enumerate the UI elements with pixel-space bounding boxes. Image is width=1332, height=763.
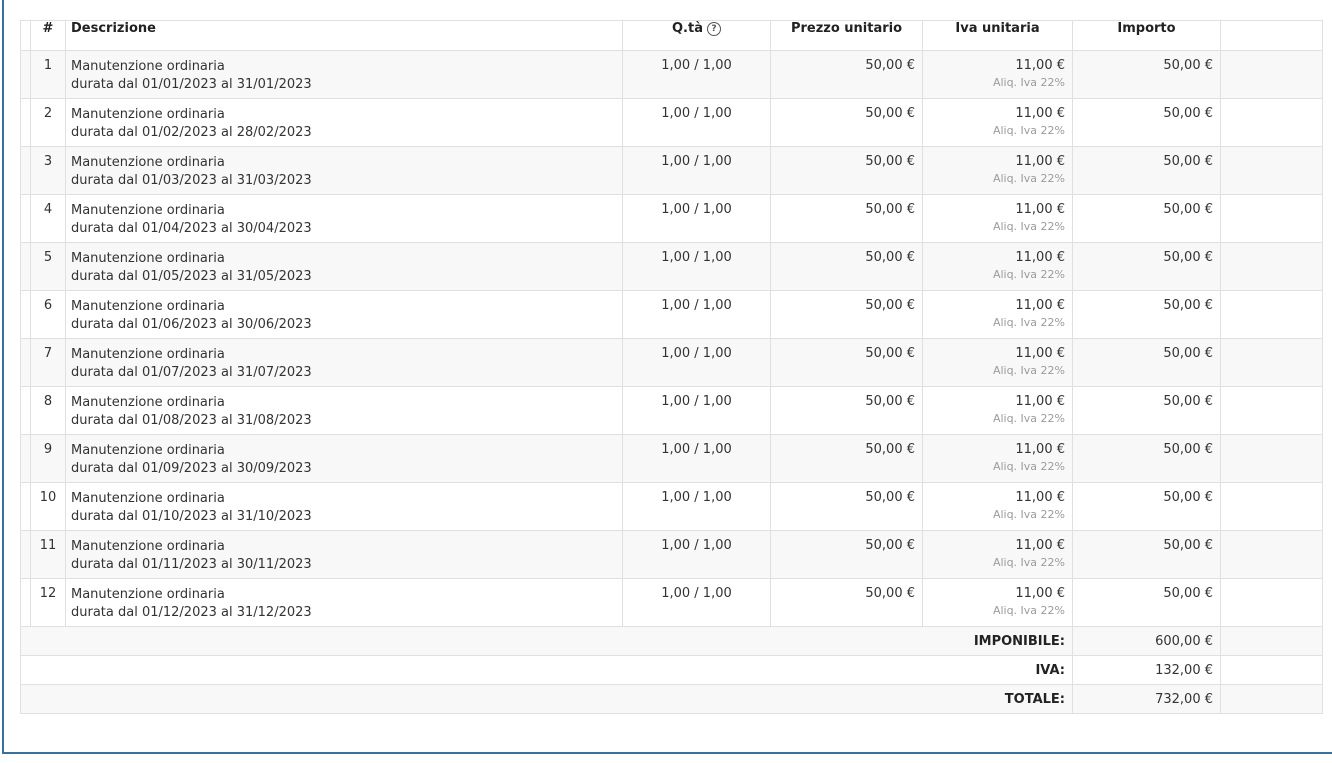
amount-cell: 50,00 €	[1073, 291, 1221, 339]
table-row	[21, 339, 1323, 387]
line-duration: durata dal 01/02/2023 al 28/02/2023	[71, 125, 312, 140]
unit-vat-cell	[923, 579, 1073, 627]
line-duration: durata dal 01/06/2023 al 30/06/2023	[71, 317, 312, 332]
row-actions-cell	[1221, 243, 1323, 291]
row-number: 7	[31, 339, 66, 387]
line-description: Manutenzione ordinaria	[71, 347, 225, 362]
unit-vat-cell	[923, 339, 1073, 387]
unit-price-cell: 50,00 €	[771, 483, 923, 531]
row-actions-cell	[1221, 483, 1323, 531]
row-spacer-cell	[21, 339, 31, 387]
unit-vat-amount: 11,00 €	[1015, 394, 1065, 409]
total-actions-cell	[1221, 627, 1323, 656]
line-description: Manutenzione ordinaria	[71, 59, 225, 74]
row-spacer-cell	[21, 195, 31, 243]
subtotal-label: IMPONIBILE:	[21, 627, 1073, 656]
row-number: 4	[31, 195, 66, 243]
header-unit-vat: Iva unitaria	[923, 21, 1073, 51]
row-actions-cell	[1221, 531, 1323, 579]
vat-rate-label: Aliq. Iva 22%	[992, 460, 1065, 473]
vat-rate-label: Aliq. Iva 22%	[992, 124, 1065, 137]
row-number: 9	[31, 435, 66, 483]
unit-vat-amount: 11,00 €	[1015, 490, 1065, 505]
description-cell	[66, 339, 623, 387]
table-row	[21, 99, 1323, 147]
unit-vat-cell	[923, 195, 1073, 243]
vat-rate-label: Aliq. Iva 22%	[992, 508, 1065, 521]
table-row	[21, 51, 1323, 99]
row-spacer-cell	[21, 531, 31, 579]
grand-total-label: TOTALE:	[21, 685, 1073, 714]
invoice-lines-table	[20, 20, 1323, 714]
row-number: 3	[31, 147, 66, 195]
description-cell	[66, 99, 623, 147]
row-actions-cell	[1221, 99, 1323, 147]
line-duration: durata dal 01/07/2023 al 31/07/2023	[71, 365, 312, 380]
line-description: Manutenzione ordinaria	[71, 155, 225, 170]
line-description: Manutenzione ordinaria	[71, 203, 225, 218]
total-actions-cell	[1221, 685, 1323, 714]
unit-vat-cell	[923, 243, 1073, 291]
row-spacer-cell	[21, 51, 31, 99]
unit-vat-cell	[923, 51, 1073, 99]
row-number: 11	[31, 531, 66, 579]
description-cell	[66, 195, 623, 243]
qty-cell: 1,00 / 1,00	[623, 387, 771, 435]
header-line-number: #	[31, 21, 66, 51]
table-row	[21, 531, 1323, 579]
unit-price-cell: 50,00 €	[771, 51, 923, 99]
vat-rate-label: Aliq. Iva 22%	[992, 220, 1065, 233]
line-duration: durata dal 01/09/2023 al 30/09/2023	[71, 461, 312, 476]
row-number: 8	[31, 387, 66, 435]
grand-total-row	[21, 685, 1323, 714]
qty-cell: 1,00 / 1,00	[623, 291, 771, 339]
subtotal-row	[21, 627, 1323, 656]
unit-vat-amount: 11,00 €	[1015, 106, 1065, 121]
unit-vat-cell	[923, 483, 1073, 531]
qty-cell: 1,00 / 1,00	[623, 435, 771, 483]
header-unit-price: Prezzo unitario	[771, 21, 923, 51]
subtotal-value: 600,00 €	[1073, 627, 1221, 656]
description-cell	[66, 531, 623, 579]
unit-price-cell: 50,00 €	[771, 339, 923, 387]
table-row	[21, 387, 1323, 435]
amount-cell: 50,00 €	[1073, 99, 1221, 147]
vat-rate-label: Aliq. Iva 22%	[992, 364, 1065, 377]
unit-price-cell: 50,00 €	[771, 99, 923, 147]
unit-price-cell: 50,00 €	[771, 195, 923, 243]
vat-rate-label: Aliq. Iva 22%	[992, 316, 1065, 329]
unit-price-cell: 50,00 €	[771, 147, 923, 195]
row-spacer-cell	[21, 147, 31, 195]
unit-vat-cell	[923, 147, 1073, 195]
unit-price-cell: 50,00 €	[771, 579, 923, 627]
line-description: Manutenzione ordinaria	[71, 107, 225, 122]
description-cell	[66, 387, 623, 435]
row-number: 2	[31, 99, 66, 147]
amount-cell: 50,00 €	[1073, 51, 1221, 99]
description-cell	[66, 291, 623, 339]
qty-cell: 1,00 / 1,00	[623, 243, 771, 291]
description-cell	[66, 579, 623, 627]
table-row	[21, 243, 1323, 291]
description-cell	[66, 243, 623, 291]
unit-vat-amount: 11,00 €	[1015, 346, 1065, 361]
row-spacer-cell	[21, 291, 31, 339]
amount-cell: 50,00 €	[1073, 483, 1221, 531]
qty-cell: 1,00 / 1,00	[623, 99, 771, 147]
row-number: 5	[31, 243, 66, 291]
unit-vat-amount: 11,00 €	[1015, 202, 1065, 217]
help-icon[interactable]: ?	[707, 22, 721, 36]
header-qty-label: Q.tà	[672, 21, 703, 36]
header-description: Descrizione	[66, 21, 623, 51]
amount-cell: 50,00 €	[1073, 531, 1221, 579]
table-row	[21, 195, 1323, 243]
qty-cell: 1,00 / 1,00	[623, 483, 771, 531]
qty-cell: 1,00 / 1,00	[623, 195, 771, 243]
unit-vat-cell	[923, 531, 1073, 579]
unit-vat-amount: 11,00 €	[1015, 298, 1065, 313]
description-cell	[66, 147, 623, 195]
line-description: Manutenzione ordinaria	[71, 251, 225, 266]
unit-price-cell: 50,00 €	[771, 291, 923, 339]
qty-cell: 1,00 / 1,00	[623, 579, 771, 627]
line-duration: durata dal 01/11/2023 al 30/11/2023	[71, 557, 312, 572]
row-actions-cell	[1221, 291, 1323, 339]
row-spacer-cell	[21, 387, 31, 435]
vat-rate-label: Aliq. Iva 22%	[992, 604, 1065, 617]
table-row	[21, 147, 1323, 195]
line-duration: durata dal 01/04/2023 al 30/04/2023	[71, 221, 312, 236]
amount-cell: 50,00 €	[1073, 339, 1221, 387]
amount-cell: 50,00 €	[1073, 243, 1221, 291]
unit-price-cell: 50,00 €	[771, 435, 923, 483]
line-duration: durata dal 01/05/2023 al 31/05/2023	[71, 269, 312, 284]
total-actions-cell	[1221, 656, 1323, 685]
table-row	[21, 483, 1323, 531]
qty-cell: 1,00 / 1,00	[623, 147, 771, 195]
table-row	[21, 435, 1323, 483]
unit-vat-amount: 11,00 €	[1015, 58, 1065, 73]
header-amount: Importo	[1073, 21, 1221, 51]
row-spacer-cell	[21, 243, 31, 291]
vat-total-label: IVA:	[21, 656, 1073, 685]
line-duration: durata dal 01/01/2023 al 31/01/2023	[71, 77, 312, 92]
row-number: 12	[31, 579, 66, 627]
line-description: Manutenzione ordinaria	[71, 587, 225, 602]
vat-rate-label: Aliq. Iva 22%	[992, 268, 1065, 281]
qty-cell: 1,00 / 1,00	[623, 339, 771, 387]
row-actions-cell	[1221, 147, 1323, 195]
unit-vat-amount: 11,00 €	[1015, 538, 1065, 553]
line-duration: durata dal 01/12/2023 al 31/12/2023	[71, 605, 312, 620]
qty-cell: 1,00 / 1,00	[623, 51, 771, 99]
unit-vat-amount: 11,00 €	[1015, 250, 1065, 265]
row-number: 10	[31, 483, 66, 531]
invoice-lines-panel	[2, 0, 1332, 754]
vat-total-value: 132,00 €	[1073, 656, 1221, 685]
line-description: Manutenzione ordinaria	[71, 539, 225, 554]
vat-rate-label: Aliq. Iva 22%	[992, 172, 1065, 185]
line-duration: durata dal 01/03/2023 al 31/03/2023	[71, 173, 312, 188]
unit-vat-cell	[923, 435, 1073, 483]
unit-vat-cell	[923, 291, 1073, 339]
line-description: Manutenzione ordinaria	[71, 443, 225, 458]
row-actions-cell	[1221, 579, 1323, 627]
amount-cell: 50,00 €	[1073, 435, 1221, 483]
row-actions-cell	[1221, 51, 1323, 99]
line-description: Manutenzione ordinaria	[71, 491, 225, 506]
row-actions-cell	[1221, 435, 1323, 483]
description-cell	[66, 483, 623, 531]
header-qty	[623, 21, 771, 51]
unit-vat-amount: 11,00 €	[1015, 586, 1065, 601]
line-description: Manutenzione ordinaria	[71, 299, 225, 314]
unit-vat-cell	[923, 387, 1073, 435]
unit-price-cell: 50,00 €	[771, 531, 923, 579]
header-actions	[1221, 21, 1323, 51]
unit-price-cell: 50,00 €	[771, 387, 923, 435]
row-spacer-cell	[21, 483, 31, 531]
unit-price-cell: 50,00 €	[771, 243, 923, 291]
qty-cell: 1,00 / 1,00	[623, 531, 771, 579]
row-actions-cell	[1221, 195, 1323, 243]
vat-total-row	[21, 656, 1323, 685]
line-duration: durata dal 01/10/2023 al 31/10/2023	[71, 509, 312, 524]
amount-cell: 50,00 €	[1073, 147, 1221, 195]
line-description: Manutenzione ordinaria	[71, 395, 225, 410]
amount-cell: 50,00 €	[1073, 579, 1221, 627]
line-duration: durata dal 01/08/2023 al 31/08/2023	[71, 413, 312, 428]
amount-cell: 50,00 €	[1073, 387, 1221, 435]
row-spacer-cell	[21, 435, 31, 483]
vat-rate-label: Aliq. Iva 22%	[992, 556, 1065, 569]
row-actions-cell	[1221, 387, 1323, 435]
grand-total-value: 732,00 €	[1073, 685, 1221, 714]
description-cell	[66, 51, 623, 99]
table-row	[21, 579, 1323, 627]
row-spacer-cell	[21, 579, 31, 627]
description-cell	[66, 435, 623, 483]
unit-vat-cell	[923, 99, 1073, 147]
unit-vat-amount: 11,00 €	[1015, 442, 1065, 457]
table-header-row	[21, 21, 1323, 51]
row-number: 6	[31, 291, 66, 339]
vat-rate-label: Aliq. Iva 22%	[992, 412, 1065, 425]
row-spacer-cell	[21, 99, 31, 147]
header-spacer	[21, 21, 31, 51]
row-number: 1	[31, 51, 66, 99]
vat-rate-label: Aliq. Iva 22%	[992, 76, 1065, 89]
unit-vat-amount: 11,00 €	[1015, 154, 1065, 169]
row-actions-cell	[1221, 339, 1323, 387]
amount-cell: 50,00 €	[1073, 195, 1221, 243]
table-row	[21, 291, 1323, 339]
